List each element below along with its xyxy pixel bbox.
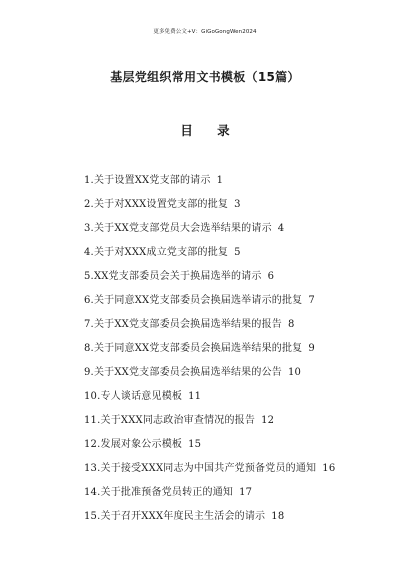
toc-item[interactable] [84,505,384,529]
toc-item-page: 7 [308,295,315,306]
toc-item-page: 5 [234,247,241,258]
toc-item-text: 10.专人谈话意见模板 [84,391,183,402]
toc-item-page: 10 [287,367,302,378]
toc-item-page: 6 [267,271,275,282]
toc-heading: 目 录 [180,123,240,138]
toc-item[interactable] [84,433,384,457]
toc-item[interactable] [84,337,384,361]
toc-item[interactable] [84,457,384,481]
toc-item-text: 4.关于对XXX成立党支部的批复 [84,247,229,258]
toc-item-text: 14.关于批准预备党员转正的通知 [84,487,234,498]
toc-item[interactable] [84,193,384,217]
toc-item-text: 3.关于XX党支部党员大会选举结果的请示 [84,223,272,234]
toc-item[interactable] [84,385,384,409]
toc-item-page: 18 [271,511,285,522]
toc-item-page: 1 [216,175,224,186]
toc-item-text: 6.关于同意XX党支部委员会换届选举请示的批复 [84,295,303,306]
table-of-contents [84,169,384,529]
toc-item-text: 13.关于接受XXX同志为中国共产党预备党员的通知 [84,463,317,474]
toc-item-page: 17 [239,487,253,498]
toc-item-text: 2.关于对XXX设置党支部的批复 [84,199,229,210]
document-title: 基层党组织常用文书模板（15篇） [110,70,300,84]
toc-item-text: 5.XX党支部委员会关于换届选举的请示 [84,271,262,282]
toc-item-text: 7.关于XX党支部委员会换届选举结果的报告 [84,319,282,330]
toc-item-text: 9.关于XX党支部委员会换届选举结果的公告 [84,367,282,378]
toc-item[interactable] [84,289,384,313]
header-note: 更多免费公文+V：GiGoGongWen2024 [153,29,257,35]
toc-item[interactable] [84,241,384,265]
toc-item-page: 11 [188,391,202,402]
toc-item[interactable] [84,169,384,193]
toc-item[interactable] [84,409,384,433]
toc-item[interactable] [84,313,384,337]
toc-item[interactable] [84,361,384,385]
toc-item-page: 9 [308,343,315,354]
toc-item-text: 15.关于召开XXX年度民主生活会的请示 [84,511,266,522]
toc-item[interactable] [84,217,384,241]
toc-item-page: 8 [287,319,295,330]
toc-item[interactable] [84,481,384,505]
toc-item-page: 16 [322,463,336,474]
toc-item-page: 15 [188,439,202,450]
toc-item-text: 11.关于XXX同志政治审查情况的报告 [84,415,256,426]
toc-item-text: 8.关于同意XX党支部委员会换届选举结果的批复 [84,343,303,354]
toc-item[interactable] [84,265,384,289]
toc-item-text: 1.关于设置XX党支部的请示 [84,175,211,186]
toc-item-page: 3 [234,199,241,210]
toc-item-page: 4 [277,223,285,234]
toc-item-text: 12.发展对象公示模板 [84,439,183,450]
toc-item-page: 12 [261,415,275,426]
